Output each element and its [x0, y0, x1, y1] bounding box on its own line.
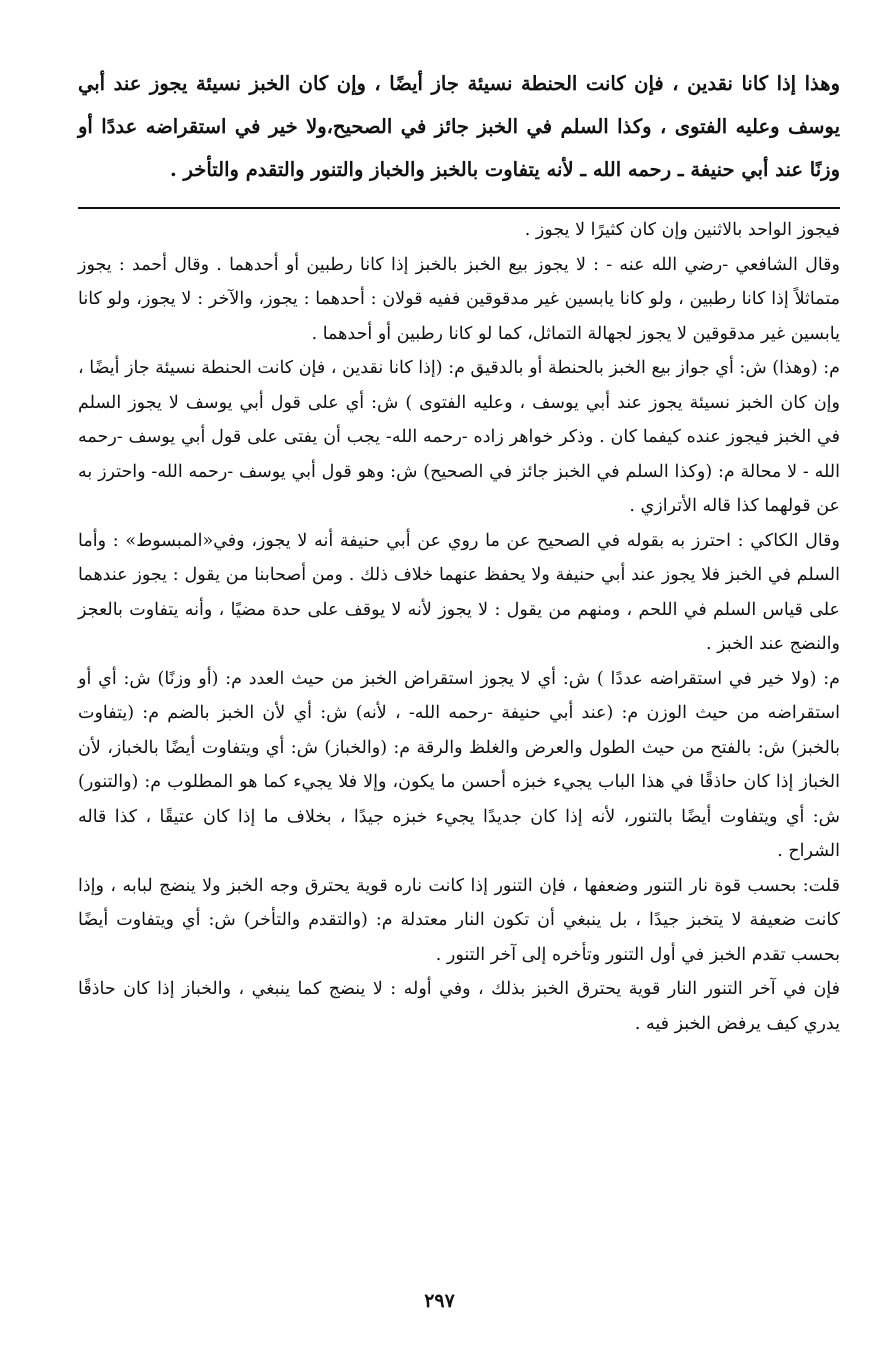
commentary-paragraph-6: قلت: بحسب قوة نار التنور وضعفها ، فإن التنور إذا كانت ناره قوية يحترق وجه الخبز ولا ينضج لبابه ، وإذا كانت ضعيفة لا يتخبز جيدًا ، بل ينبغي أن تكون النار معتدلة م: (والتقدم والتأخر) ش: أي ويتفاوت أيضًا بحسب تقدم الخبز في أول التنور وتأخره إلى آخر التنور . — [78, 875, 840, 965]
document-page — [78, 62, 840, 1049]
separator-rule — [78, 207, 840, 209]
commentary-paragraph-4: وقال الكاكي : احترز به بقوله في الصحيح عن ما روي عن أبي حنيفة أنه لا يجوز، وفي«المبسوط» : وأما السلم في الخبز فلا يجوز عند أبي حنيفة ولا يحفظ عنهما خلاف ذلك . ومن أصحابنا من يقول : يجوز عندهما على قياس السلم في اللحم ، ومنهم من يقول : لا يجوز لأنه لا يوقف على حدة مضيًا ، وأنه يتفاوت بالعجز والنضج عند الخبز . — [78, 530, 840, 654]
page-number: ٢٩٧ — [424, 1290, 455, 1312]
commentary-paragraph-2: وقال الشافعي -رضي الله عنه - : لا يجوز بيع الخبز بالخبز إذا كانا رطبين أو أحدهما . وقال أحمد : يجوز متماثلاً إذا كانا رطبين ، ولو كانا يابسين غير مدقوقين ففيه قولان : أحدهما : يجوز، والآخر : لا يجوز، ولو كانا يابسين غير مدقوقين لا يجوز لجهالة التماثل، كما لو كانا رطبين أو أحدهما . — [78, 254, 840, 344]
commentary-paragraph-7: فإن في آخر التنور النار قوية يحترق الخبز بذلك ، وفي أوله : لا ينضج كما ينبغي ، والخباز إذا كان حاذقًا يدري كيف يرفض الخبز فيه . — [78, 979, 840, 1034]
commentary-paragraph-5: م: (ولا خير في استقراضه عددًا ) ش: أي لا يجوز استقراض الخبز من حيث العدد م: (أو وزنًا) ش: أي أو استقراضه من حيث الوزن م: (عند أبي حنيفة -رحمه الله- ، لأنه) ش: أي لأن الخبز بالضم م: (يتفاوت بالخبز) ش: بالفتح من حيث الطول والعرض والغلظ والرقة م: (والخباز) ش: أي ويتفاوت أيضًا بالخباز، لأن الخباز إذا كان حاذقًا في هذا الباب يجيء خبزه أحسن ما يكون، وإلا فلا يجيء كما هو المطلوب م: (والتنور) ش: أي ويتفاوت أيضًا بالتنور، لأنه إذا كان جديدًا يجيء خبزه جيدًا ، بخلاف ما إذا كان عتيقًا ، كذا قاله الشراح . — [78, 668, 840, 861]
commentary — [78, 213, 840, 1041]
commentary-paragraph-1: فيجوز الواحد بالاثنين وإن كان كثيرًا لا يجوز . — [524, 220, 840, 240]
commentary-paragraph-3: م: (وهذا) ش: أي جواز بيع الخبز بالحنطة أو بالدقيق م: (إذا كانا نقدين ، فإن كانت الحنطة نسيئة جاز أيضًا ، وإن كان الخبز نسيئة يجوز عند أبي يوسف ، وعليه الفتوى ) ش: أي على قول أبي يوسف لا يجوز السلم في الخبز فيجوز عنده كيفما كان . وذكر خواهر زاده -رحمه الله- يجب أن يفتى على قول أبي يوسف -رحمه الله - لا محالة م: (وكذا السلم في الخبز جائز في الصحيح) ش: وهو قول أبي يوسف -رحمه الله- واحترز به عن قولهما كذا قاله الأترازي . — [78, 358, 840, 516]
matn-text: وهذا إذا كانا نقدين ، فإن كانت الحنطة نسيئة جاز أيضًا ، وإن كان الخبز نسيئة يجوز عند أبي يوسف وعليه الفتوى ، وكذا السلم في الخبز جائز في الصحيح،ولا خير في استقراضه عددًا أو وزنًا عند أبي حنيفة ـ رحمه الله ـ لأنه يتفاوت بالخبز والخباز والتنور والتقدم والتأخر . — [78, 72, 840, 181]
